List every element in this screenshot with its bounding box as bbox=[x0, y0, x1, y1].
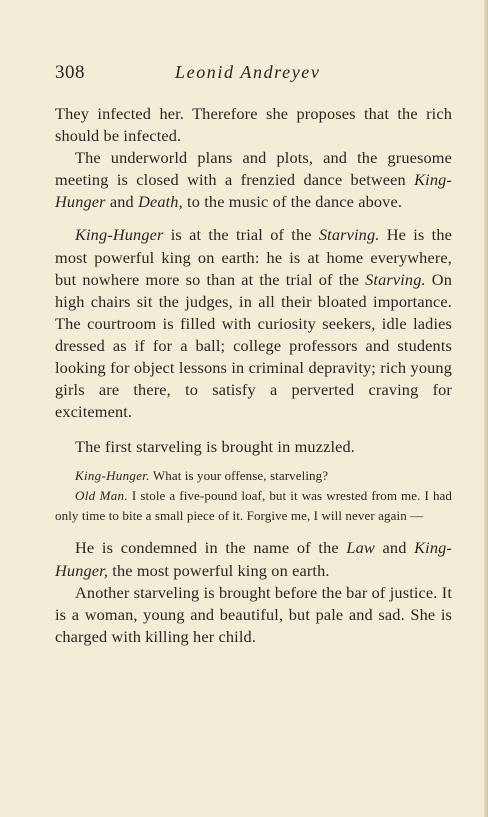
text-run: and bbox=[374, 538, 415, 558]
running-head: Leonid Andreyev bbox=[175, 62, 321, 82]
paragraph-2 bbox=[55, 147, 452, 213]
paragraph-3 bbox=[55, 224, 452, 423]
italic-run: Law bbox=[346, 538, 375, 558]
text-run: The underworld plans and plots, and the gruesome meeting is closed with a frenzied dance between bbox=[55, 148, 452, 190]
dialogue-text: I stole a five-pound loaf, but it was wrested from me. I had only time to bite a small piece of it. Forgive me, I will never again — bbox=[55, 488, 453, 524]
text-run: On high chairs sit the judges, in all their bloated importance. The courtroom is filled with curiosity seekers, idle ladies dressed as if for a ball; college professors and students looking for object lessons in criminal depravity; rich young girls are there, to satisfy a perverted craving for excitement. bbox=[55, 269, 452, 422]
text-run: the most powerful king on earth. bbox=[108, 560, 330, 580]
paragraph-1: They infected her. Therefore she proposes that the rich should be infected. bbox=[55, 104, 452, 146]
paragraph-5 bbox=[55, 537, 452, 581]
page-number: 308 bbox=[55, 62, 85, 83]
dialogue-line-2 bbox=[55, 486, 452, 526]
italic-run: Starving. bbox=[318, 225, 380, 245]
speaker-name: King-Hunger. bbox=[75, 468, 150, 484]
dialogue-line-1 bbox=[55, 466, 452, 486]
page-edge bbox=[484, 0, 488, 817]
body-text bbox=[55, 103, 452, 648]
dialogue-block bbox=[55, 466, 452, 526]
paragraph-4: The first starveling is brought in muzzled. bbox=[75, 437, 356, 457]
text-run: to the music of the dance above. bbox=[182, 192, 403, 212]
text-run: He is condemned in the name of the bbox=[75, 538, 347, 558]
italic-run: Death, bbox=[138, 192, 183, 212]
italic-run: King-Hunger, bbox=[55, 538, 453, 580]
italic-run: King-Hunger bbox=[75, 225, 164, 245]
dialogue-text: What is your offense, starveling? bbox=[149, 468, 329, 484]
speaker-name: Old Man. bbox=[75, 488, 128, 504]
italic-run: King-Hunger bbox=[55, 170, 452, 212]
paragraph-6: Another starveling is brought before the bar of justice. It is a woman, young and beautiful, but pale and sad. She is charged with killing her child. bbox=[55, 582, 452, 646]
text-run: is at the trial of the bbox=[163, 225, 319, 245]
text-run: He is the most powerful king on earth: he is at home everywhere, but nowhere more so than at the trial of the bbox=[55, 225, 452, 289]
page-header bbox=[55, 62, 455, 90]
text-run: and bbox=[105, 192, 139, 212]
italic-run: Starving. bbox=[365, 269, 426, 289]
